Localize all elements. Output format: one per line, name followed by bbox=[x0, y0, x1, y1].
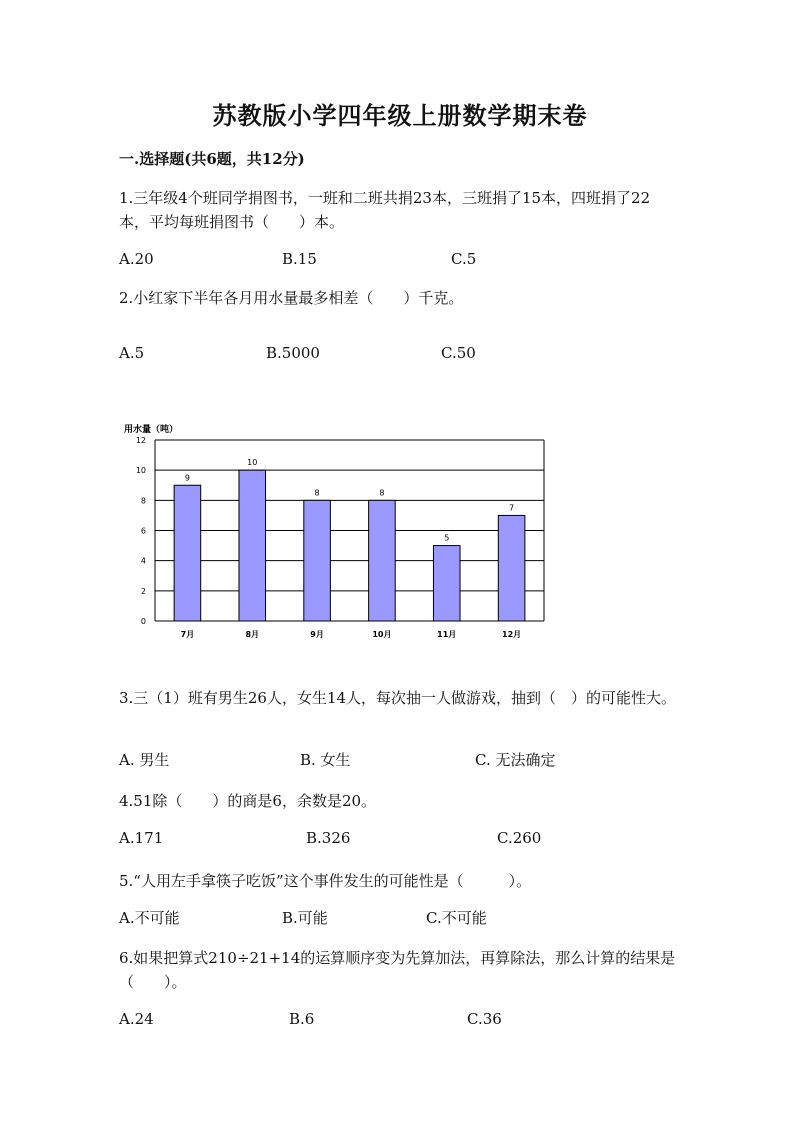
x-tick-label: 12月 bbox=[502, 630, 522, 639]
data-label: 5 bbox=[444, 533, 450, 543]
x-tick-label: 11月 bbox=[437, 630, 457, 639]
q1-option-c: C.5 bbox=[451, 250, 477, 268]
y-tick-label: 0 bbox=[140, 617, 146, 626]
q4-option-c: C.260 bbox=[497, 829, 542, 847]
bar-1 bbox=[239, 470, 266, 621]
data-label: 9 bbox=[184, 473, 190, 483]
data-label: 7 bbox=[509, 503, 515, 513]
data-label: 10 bbox=[247, 458, 258, 468]
x-tick-label: 9月 bbox=[310, 630, 324, 639]
q6-option-a: A.24 bbox=[119, 1010, 154, 1028]
section-heading: 一.选择题(共6题，共12分) bbox=[119, 150, 305, 168]
y-tick-label: 2 bbox=[140, 586, 146, 596]
y-tick-label: 8 bbox=[140, 496, 146, 506]
bar-3 bbox=[369, 500, 396, 621]
q4-option-a: A.171 bbox=[119, 829, 164, 847]
question-2: 2.小红家下半年各月用水量最多相差（ ）千克。 bbox=[119, 289, 464, 307]
q3-option-b: B. 女生 bbox=[300, 751, 351, 769]
question-3: 3.三（1）班有男生26人，女生14人，每次抽一人做游戏，抽到（ ）的可能性大。 bbox=[119, 689, 677, 707]
water-usage-chart bbox=[110, 418, 560, 650]
q3-option-c: C. 无法确定 bbox=[475, 751, 556, 769]
q3-option-a: A. 男生 bbox=[119, 751, 170, 769]
question-5: 5.“人用左手拿筷子吃饭”这个事件发生的可能性是（ ）。 bbox=[119, 872, 532, 890]
q6-option-c: C.36 bbox=[467, 1010, 502, 1028]
q1-option-b: B.15 bbox=[282, 250, 317, 268]
y-tick-label: 12 bbox=[135, 436, 146, 445]
x-tick-label: 7月 bbox=[180, 630, 195, 639]
y-tick-label: 6 bbox=[140, 526, 146, 536]
y-tick-label: 10 bbox=[135, 466, 146, 476]
question-6: 6.如果把算式210÷21+14的运算顺序变为先算加法，再算除法，那么计算的结果是（ ）。 bbox=[119, 949, 676, 991]
q1-option-a: A.20 bbox=[119, 250, 154, 268]
q6-option-b: B.6 bbox=[289, 1010, 315, 1028]
bar-4 bbox=[433, 546, 460, 621]
bar-2 bbox=[304, 500, 331, 621]
q5-option-a: A.不可能 bbox=[119, 909, 180, 927]
question-1: 1.三年级4个班同学捐图书，一班和二班共捐23本，三班捐了15本，四班捐了22本，平均每班捐图书（ ）本。 bbox=[119, 189, 651, 231]
y-tick-label: 4 bbox=[140, 556, 146, 566]
bar-5 bbox=[498, 515, 525, 621]
y-axis-title: 用水量（吨） bbox=[124, 425, 179, 435]
bar-0 bbox=[174, 485, 201, 621]
q2-option-a: A.5 bbox=[119, 344, 145, 362]
question-4: 4.51除（ ）的商是6，余数是20。 bbox=[119, 792, 377, 810]
x-tick-label: 10月 bbox=[372, 630, 392, 639]
q5-option-b: B.可能 bbox=[282, 909, 328, 927]
q5-option-c: C.不可能 bbox=[426, 909, 487, 927]
q2-option-b: B.5000 bbox=[266, 344, 320, 362]
q4-option-b: B.326 bbox=[306, 829, 351, 847]
q2-option-c: C.50 bbox=[441, 344, 476, 362]
exam-title: 苏教版小学四年级上册数学期末卷 bbox=[212, 101, 588, 130]
data-label: 8 bbox=[314, 488, 320, 498]
data-label: 8 bbox=[379, 488, 385, 498]
x-tick-label: 8月 bbox=[245, 630, 260, 639]
